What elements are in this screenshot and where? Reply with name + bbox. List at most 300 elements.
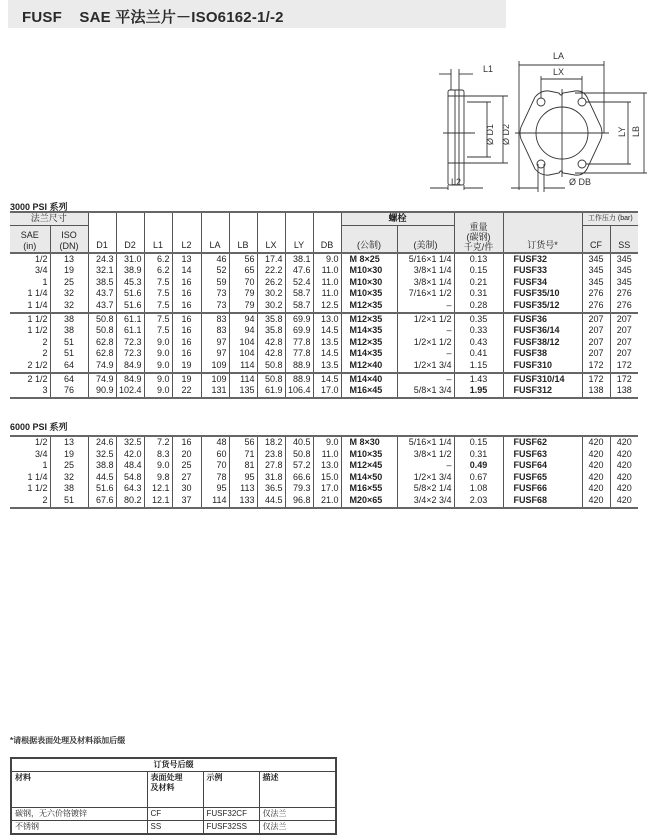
sae-cell: 1 1/4: [27, 471, 48, 482]
bolt-imperial-cell: 5/8×2 1/4: [397, 483, 454, 495]
bolt-metric-cell: M16×45: [341, 385, 397, 398]
lb-cell: 95: [229, 472, 257, 484]
order-no-cell: FUSF310/14: [503, 373, 582, 386]
l1-cell: 6.2: [144, 265, 172, 277]
ss-cell: 138: [610, 385, 638, 398]
iso-cell: 64: [50, 360, 88, 373]
l1-cell: 12.1: [144, 483, 172, 495]
lx-cell: 30.2: [257, 288, 285, 300]
lx-cell: 27.8: [257, 460, 285, 472]
bolt-imperial-cell: –: [397, 325, 454, 337]
sae-cell: 2 1/2: [27, 373, 48, 384]
l2-cell: 16: [172, 325, 201, 337]
bolt-metric-cell: M 8×30: [341, 436, 397, 449]
weight-cell: 1.08: [454, 483, 503, 495]
suffix-row: [11, 808, 336, 821]
d2-cell: 45.3: [116, 277, 144, 289]
cf-cell: 345: [582, 265, 610, 277]
d1-cell: 38.5: [88, 277, 116, 289]
iso-cell: 38: [50, 325, 88, 337]
table-row: [10, 360, 638, 373]
bolt-imperial-cell: 7/16×1 1/2: [397, 288, 454, 300]
suffix-header-finish: 表面处理 及材料: [147, 772, 203, 808]
ly-cell: 77.8: [285, 337, 313, 349]
order-no-cell: FUSF33: [503, 265, 582, 277]
l2-cell: 16: [172, 277, 201, 289]
l2-cell: 16: [172, 288, 201, 300]
table-row: [10, 265, 638, 277]
suffix-header-example: 示例: [203, 772, 259, 808]
bolt-metric-cell: M12×35: [341, 313, 397, 326]
cf-cell: 207: [582, 337, 610, 349]
bolt-metric-cell: M12×40: [341, 360, 397, 373]
cf-cell: 345: [582, 253, 610, 266]
label-LA: LA: [553, 51, 565, 61]
lx-cell: 61.9: [257, 385, 285, 398]
suffix-description: 仅法兰: [259, 821, 336, 835]
iso-cell: 13: [50, 436, 88, 449]
iso-cell: 13: [50, 253, 88, 266]
db-cell: 9.0: [313, 436, 341, 449]
db-cell: 14.5: [313, 325, 341, 337]
iso-cell: 19: [50, 449, 88, 461]
order-no-cell: FUSF64: [503, 460, 582, 472]
d2-cell: 61.1: [116, 325, 144, 337]
l2-cell: 27: [172, 472, 201, 484]
d1-cell: 67.6: [88, 495, 116, 508]
ly-cell: 77.8: [285, 348, 313, 360]
cf-cell: 138: [582, 385, 610, 398]
cf-cell: 207: [582, 348, 610, 360]
sae-cell: 1 1/4: [27, 288, 48, 299]
bolt-imperial-cell: 3/8×1 1/4: [397, 277, 454, 289]
header-cf: CF: [582, 225, 610, 253]
header-imperial: (美制): [397, 225, 454, 253]
weight-cell: 0.28: [454, 300, 503, 313]
sae-cell: 2: [42, 494, 48, 505]
sae-cell: 3/4: [34, 265, 48, 276]
order-no-cell: FUSF38/12: [503, 337, 582, 349]
iso-cell: 51: [50, 495, 88, 508]
bolt-imperial-cell: 1/2×1 1/2: [397, 313, 454, 326]
ly-cell: 69.9: [285, 325, 313, 337]
lx-cell: 42.8: [257, 337, 285, 349]
d1-cell: 44.5: [88, 472, 116, 484]
d1-cell: 43.7: [88, 288, 116, 300]
iso-cell: 19: [50, 265, 88, 277]
l2-cell: 16: [172, 313, 201, 326]
table-row: [10, 436, 638, 449]
weight-cell: 1.43: [454, 373, 503, 386]
bolt-imperial-cell: 3/8×1 1/4: [397, 265, 454, 277]
table-row: [10, 385, 638, 398]
bolt-metric-cell: M12×35: [341, 300, 397, 313]
lx-cell: 18.2: [257, 436, 285, 449]
la-cell: 52: [201, 265, 229, 277]
bolt-metric-cell: M10×30: [341, 277, 397, 289]
d2-cell: 72.3: [116, 348, 144, 360]
suffix-header-description: 描述: [259, 772, 336, 808]
bolt-imperial-cell: 5/16×1 1/4: [397, 253, 454, 266]
lb-cell: 79: [229, 288, 257, 300]
front-view: [511, 61, 647, 192]
suffix-code: CF: [147, 808, 203, 821]
suffix-material: 碳钢，无六价铬镀锌: [11, 808, 147, 821]
d1-cell: 62.8: [88, 348, 116, 360]
d2-cell: 48.4: [116, 460, 144, 472]
db-cell: 13.5: [313, 337, 341, 349]
table-row: [10, 313, 638, 326]
cf-cell: 420: [582, 483, 610, 495]
cf-cell: 207: [582, 313, 610, 326]
weight-cell: 0.41: [454, 348, 503, 360]
sae-cell: 1 1/4: [27, 299, 48, 310]
label-D1: Ø D1: [485, 123, 495, 145]
table-row: [10, 253, 638, 266]
bolt-metric-cell: M10×30: [341, 265, 397, 277]
ss-cell: 420: [610, 483, 638, 495]
order-no-cell: FUSF38: [503, 348, 582, 360]
order-no-cell: FUSF35/10: [503, 288, 582, 300]
lb-cell: 70: [229, 277, 257, 289]
d2-cell: 72.3: [116, 337, 144, 349]
ss-cell: 420: [610, 449, 638, 461]
lb-cell: 56: [229, 253, 257, 266]
d2-cell: 38.9: [116, 265, 144, 277]
d1-cell: 43.7: [88, 300, 116, 313]
bolt-imperial-cell: 1/2×1 3/4: [397, 360, 454, 373]
iso-cell: 25: [50, 277, 88, 289]
l2-cell: 16: [172, 436, 201, 449]
d1-cell: 32.1: [88, 265, 116, 277]
db-cell: 17.0: [313, 385, 341, 398]
la-cell: 114: [201, 495, 229, 508]
bolt-metric-cell: M 8×25: [341, 253, 397, 266]
ss-cell: 207: [610, 313, 638, 326]
lx-cell: 35.8: [257, 313, 285, 326]
lb-cell: 79: [229, 300, 257, 313]
weight-cell: 0.33: [454, 325, 503, 337]
series-6000-table: [10, 435, 638, 509]
sae-cell: 3: [42, 385, 48, 396]
suffix-material: 不锈钢: [11, 821, 147, 835]
db-cell: 9.0: [313, 253, 341, 266]
table-row: [10, 495, 638, 508]
bolt-metric-cell: M20×65: [341, 495, 397, 508]
ss-cell: 420: [610, 460, 638, 472]
ly-cell: 66.6: [285, 472, 313, 484]
sae-cell: 1 1/2: [27, 483, 48, 494]
header-LY: LY: [285, 212, 313, 253]
bolt-metric-cell: M14×50: [341, 472, 397, 484]
d1-cell: 24.3: [88, 253, 116, 266]
lx-cell: 26.2: [257, 277, 285, 289]
iso-cell: 51: [50, 337, 88, 349]
ss-cell: 420: [610, 436, 638, 449]
lx-cell: 31.8: [257, 472, 285, 484]
header-ss: SS: [610, 225, 638, 253]
db-cell: 14.5: [313, 373, 341, 386]
lb-cell: 114: [229, 373, 257, 386]
weight-cell: 0.13: [454, 253, 503, 266]
suffix-description: 仅法兰: [259, 808, 336, 821]
d1-cell: 51.6: [88, 483, 116, 495]
db-cell: 13.5: [313, 360, 341, 373]
l1-cell: 7.5: [144, 288, 172, 300]
header-LX: LX: [257, 212, 285, 253]
lb-cell: 104: [229, 337, 257, 349]
ss-cell: 276: [610, 288, 638, 300]
l1-cell: 6.2: [144, 253, 172, 266]
db-cell: 15.0: [313, 472, 341, 484]
bolt-imperial-cell: –: [397, 348, 454, 360]
order-no-cell: FUSF312: [503, 385, 582, 398]
lb-cell: 114: [229, 360, 257, 373]
la-cell: 60: [201, 449, 229, 461]
cf-cell: 345: [582, 277, 610, 289]
table-row: [10, 472, 638, 484]
l1-cell: 9.0: [144, 360, 172, 373]
header-weight-line3: 千克/件: [463, 241, 494, 252]
bolt-imperial-cell: 5/16×1 1/4: [397, 436, 454, 449]
bolt-metric-cell: M10×35: [341, 288, 397, 300]
table-row: [10, 460, 638, 472]
sae-cell: 2: [42, 348, 48, 359]
d1-cell: 50.8: [88, 325, 116, 337]
header-pressure: 工作压力 (bar): [582, 212, 638, 225]
weight-cell: 1.95: [454, 385, 503, 398]
ss-cell: 207: [610, 325, 638, 337]
d1-cell: 24.6: [88, 436, 116, 449]
l1-cell: 9.0: [144, 337, 172, 349]
series-3000-table: [10, 211, 638, 399]
ly-cell: 58.7: [285, 300, 313, 313]
l2-cell: 30: [172, 483, 201, 495]
lx-cell: 17.4: [257, 253, 285, 266]
suffix-row: [11, 821, 336, 835]
lb-cell: 135: [229, 385, 257, 398]
order-no-cell: FUSF62: [503, 436, 582, 449]
cf-cell: 420: [582, 449, 610, 461]
iso-cell: 38: [50, 313, 88, 326]
label-LY: LY: [617, 126, 627, 137]
header-bolt: 螺栓: [341, 212, 454, 225]
table-row: [10, 483, 638, 495]
lx-cell: 42.8: [257, 348, 285, 360]
ly-cell: 50.8: [285, 449, 313, 461]
bolt-metric-cell: M14×35: [341, 348, 397, 360]
order-no-cell: FUSF32: [503, 253, 582, 266]
sae-cell: 1 1/2: [27, 325, 48, 336]
ly-cell: 79.3: [285, 483, 313, 495]
side-view: [430, 69, 508, 190]
d2-cell: 51.6: [116, 300, 144, 313]
table-row: [10, 373, 638, 386]
d2-cell: 64.3: [116, 483, 144, 495]
l1-cell: 7.5: [144, 325, 172, 337]
suffix-note: *请根据表面处理及材料添加后缀: [10, 736, 126, 745]
order-no-cell: FUSF35/12: [503, 300, 582, 313]
order-no-cell: FUSF68: [503, 495, 582, 508]
weight-cell: 0.49: [454, 460, 503, 472]
suffix-header-material: 材料: [11, 772, 147, 808]
suffix-example: FUSF32SS: [203, 821, 259, 835]
la-cell: 48: [201, 436, 229, 449]
iso-cell: 32: [50, 300, 88, 313]
order-no-cell: FUSF310: [503, 360, 582, 373]
ly-cell: 52.4: [285, 277, 313, 289]
la-cell: 78: [201, 472, 229, 484]
weight-cell: 1.15: [454, 360, 503, 373]
ss-cell: 172: [610, 360, 638, 373]
lx-cell: 44.5: [257, 495, 285, 508]
l2-cell: 14: [172, 265, 201, 277]
l1-cell: 7.2: [144, 436, 172, 449]
weight-cell: 2.03: [454, 495, 503, 508]
d1-cell: 90.9: [88, 385, 116, 398]
lb-cell: 56: [229, 436, 257, 449]
d2-cell: 102.4: [116, 385, 144, 398]
l1-cell: 12.1: [144, 495, 172, 508]
series-3000-title: 3000 PSI 系列: [10, 202, 68, 212]
lx-cell: 22.2: [257, 265, 285, 277]
lx-cell: 36.5: [257, 483, 285, 495]
header-L1: L1: [144, 212, 172, 253]
header-metric: (公制): [341, 225, 397, 253]
weight-cell: 0.35: [454, 313, 503, 326]
order-no-cell: FUSF36: [503, 313, 582, 326]
sae-cell: 2 1/2: [27, 359, 48, 370]
cf-cell: 420: [582, 495, 610, 508]
sae-cell: 2: [42, 336, 48, 347]
order-no-cell: FUSF65: [503, 472, 582, 484]
lx-cell: 35.8: [257, 325, 285, 337]
weight-cell: 0.15: [454, 265, 503, 277]
l2-cell: 16: [172, 337, 201, 349]
l2-cell: 16: [172, 300, 201, 313]
ss-cell: 207: [610, 337, 638, 349]
header-sae: [10, 225, 50, 253]
d2-cell: 32.5: [116, 436, 144, 449]
ss-cell: 420: [610, 472, 638, 484]
label-D2: Ø D2: [501, 123, 511, 145]
cf-cell: 276: [582, 300, 610, 313]
la-cell: 70: [201, 460, 229, 472]
la-cell: 83: [201, 313, 229, 326]
iso-cell: 51: [50, 348, 88, 360]
header-weight-line2: (碳钢): [466, 231, 491, 242]
l2-cell: 19: [172, 373, 201, 386]
header-weight-line1: 重量: [469, 221, 488, 232]
lb-cell: 104: [229, 348, 257, 360]
ss-cell: 345: [610, 277, 638, 289]
bolt-metric-cell: M12×45: [341, 460, 397, 472]
bolt-metric-cell: M12×35: [341, 337, 397, 349]
bolt-imperial-cell: 5/8×1 3/4: [397, 385, 454, 398]
l1-cell: 9.0: [144, 348, 172, 360]
header-LB: LB: [229, 212, 257, 253]
bolt-imperial-cell: 1/2×1 1/2: [397, 337, 454, 349]
d2-cell: 54.8: [116, 472, 144, 484]
la-cell: 73: [201, 300, 229, 313]
l2-cell: 20: [172, 449, 201, 461]
sae-cell: 1/2: [34, 253, 48, 264]
ly-cell: 96.8: [285, 495, 313, 508]
label-L1: L1: [483, 64, 494, 74]
bolt-metric-cell: M14×35: [341, 325, 397, 337]
l2-cell: 16: [172, 348, 201, 360]
header-flange-size: 法兰尺寸: [10, 212, 88, 225]
series-6000-title: 6000 PSI 系列: [10, 422, 68, 432]
db-cell: 11.0: [313, 265, 341, 277]
header-order-no: 订货号*: [503, 212, 582, 253]
cf-cell: 420: [582, 460, 610, 472]
lx-cell: 30.2: [257, 300, 285, 313]
sae-cell: 1: [42, 276, 48, 287]
ly-cell: 106.4: [285, 385, 313, 398]
header-weight: [454, 212, 503, 253]
iso-cell: 38: [50, 483, 88, 495]
db-cell: 11.0: [313, 277, 341, 289]
la-cell: 109: [201, 373, 229, 386]
db-cell: 13.0: [313, 460, 341, 472]
d2-cell: 84.9: [116, 373, 144, 386]
ss-cell: 172: [610, 373, 638, 386]
d2-cell: 61.1: [116, 313, 144, 326]
la-cell: 109: [201, 360, 229, 373]
header-sae-unit: (in): [23, 240, 37, 251]
suffix-code: SS: [147, 821, 203, 835]
d1-cell: 50.8: [88, 313, 116, 326]
title-bar: [8, 0, 506, 28]
ly-cell: 40.5: [285, 436, 313, 449]
table-row: [10, 277, 638, 289]
d1-cell: 38.8: [88, 460, 116, 472]
lb-cell: 65: [229, 265, 257, 277]
db-cell: 11.0: [313, 449, 341, 461]
db-cell: 14.5: [313, 348, 341, 360]
table-row: [10, 300, 638, 313]
ly-cell: 38.1: [285, 253, 313, 266]
d2-cell: 51.6: [116, 288, 144, 300]
la-cell: 46: [201, 253, 229, 266]
sae-cell: 1: [42, 460, 48, 471]
sae-cell: 3/4: [34, 448, 48, 459]
l1-cell: 8.3: [144, 449, 172, 461]
bolt-metric-cell: M16×55: [341, 483, 397, 495]
l2-cell: 13: [172, 253, 201, 266]
ss-cell: 420: [610, 495, 638, 508]
ly-cell: 57.2: [285, 460, 313, 472]
iso-cell: 25: [50, 460, 88, 472]
suffix-example: FUSF32CF: [203, 808, 259, 821]
ss-cell: 276: [610, 300, 638, 313]
d2-cell: 31.0: [116, 253, 144, 266]
l2-cell: 25: [172, 460, 201, 472]
header-iso-label: ISO: [61, 229, 77, 240]
ly-cell: 47.6: [285, 265, 313, 277]
l2-cell: 19: [172, 360, 201, 373]
db-cell: 12.5: [313, 300, 341, 313]
l1-cell: 7.5: [144, 300, 172, 313]
header-sae-label: SAE: [20, 229, 39, 240]
d2-cell: 80.2: [116, 495, 144, 508]
d1-cell: 32.5: [88, 449, 116, 461]
header-iso: [50, 225, 88, 253]
weight-cell: 0.31: [454, 288, 503, 300]
weight-cell: 0.21: [454, 277, 503, 289]
sae-cell: 1 1/2: [27, 313, 48, 324]
